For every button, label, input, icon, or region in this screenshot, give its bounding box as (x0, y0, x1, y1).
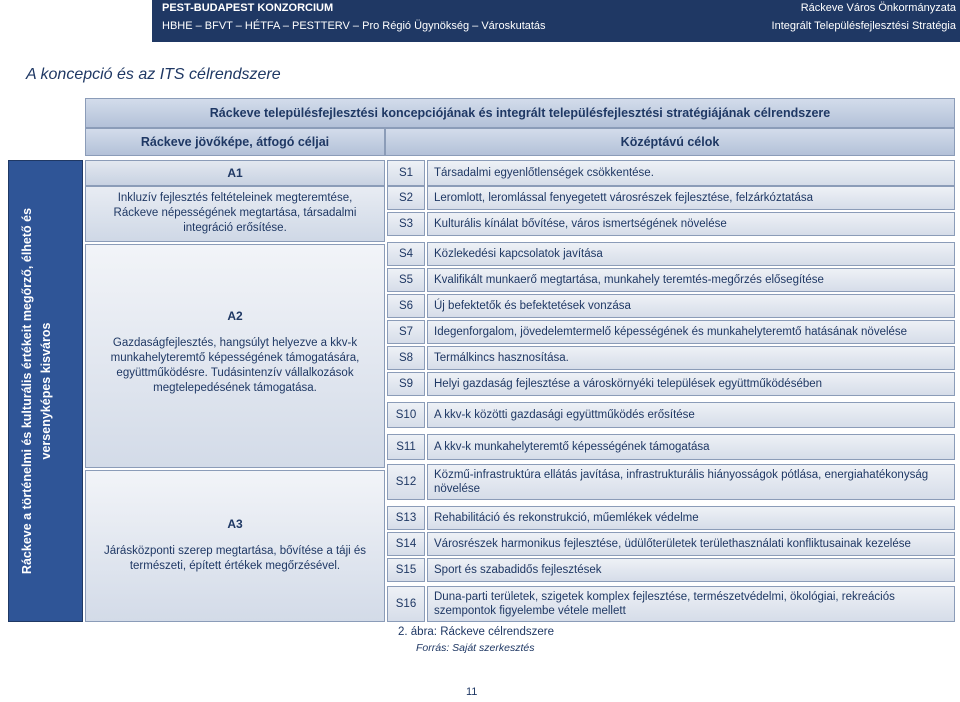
goal-a2-text: Gazdaságfejlesztés, hangsúlyt helyezve a kkv-k munkahelyteremtő képességének támogatására, együttműködésre. Tudásintenzív vállalkozások megtelepedésének támogatása. (110, 337, 360, 394)
strategic-code-s9: S9 (387, 372, 425, 396)
strategic-code-s15: S15 (387, 558, 425, 582)
goal-a2-code: A2 (227, 309, 243, 323)
strategic-code-s6: S6 (387, 294, 425, 318)
strategic-code-s14: S14 (387, 532, 425, 556)
strategic-text-s14: Városrészek harmonikus fejlesztése, üdülőterületek területhasználati konfliktusainak kezelése (427, 532, 955, 556)
strategic-text-s16: Duna-parti területek, szigetek komplex fejlesztése, természetvédelmi, ökológiai, rekreációs szempontok figyelembe vétele mellett (427, 586, 955, 622)
figure-caption: 2. ábra: Ráckeve célrendszere (398, 626, 554, 638)
municipality-name: Ráckeve Város Önkormányzata (800, 2, 956, 14)
strategic-code-s12: S12 (387, 464, 425, 500)
page-number: 11 (466, 686, 478, 698)
strategic-text-s13: Rehabilitáció és rekonstrukció, műemlékek védelme (427, 506, 955, 530)
strategic-text-s6: Új befektetők és befektetések vonzása (427, 294, 955, 318)
goal-a3-text: Járásközponti szerep megtartása, bővítése a táji és természeti, épített értékek megőrzésével. (103, 545, 367, 572)
strategic-text-s5: Kvalifikált munkaerő megtartása, munkahely teremtés-megőrzés elősegítése (427, 268, 955, 292)
strategic-code-s5: S5 (387, 268, 425, 292)
strategic-text-s12: Közmű-infrastruktúra ellátás javítása, infrastrukturális hiányosságok pótlása, energiahatékonyság növelése (427, 464, 955, 500)
strategic-text-s11: A kkv-k munkahelyteremtő képességének támogatása (427, 434, 955, 460)
strategic-text-s8: Termálkincs hasznosítása. (427, 346, 955, 370)
strategic-text-s2: Leromlott, leromlással fenyegetett városrészek fejlesztése, felzárkóztatása (427, 186, 955, 210)
strategic-code-s4: S4 (387, 242, 425, 266)
goal-a3-code: A3 (227, 517, 243, 531)
midterm-column-header: Középtávú célok (385, 128, 955, 156)
strategic-text-s1: Társadalmi egyenlőtlenségek csökkentése. (427, 160, 955, 186)
strategic-text-s7: Idegenforgalom, jövedelemtermelő képességének és munkahelyteremtő hatásának növelése (427, 320, 955, 344)
document-name: Integrált Településfejlesztési Stratégia (771, 20, 956, 32)
strategic-code-s16: S16 (387, 586, 425, 622)
banner-title: Ráckeve településfejlesztési koncepciójának és integrált településfejlesztési stratégiájának célrendszere (85, 98, 955, 128)
partner-list: HBHE – BFVT – HÉTFA – PESTTERV – Pro Régió Ügynökség – Városkutatás (162, 20, 546, 32)
strategic-text-s4: Közlekedési kapcsolatok javítása (427, 242, 955, 266)
goal-a1-text: Inkluzív fejlesztés feltételeinek megteremtése, Ráckeve népességének megtartása, társadalmi integráció erősítése. (85, 186, 385, 242)
vision-text: Ráckeve a történelmi és kulturális értékeit megőrző, élhető és versenyképes kisváros (20, 207, 53, 575)
strategic-code-s7: S7 (387, 320, 425, 344)
strategic-text-s9: Helyi gazdaság fejlesztése a városkörnyéki települések együttműködésében (427, 372, 955, 396)
strategic-code-s2: S2 (387, 186, 425, 210)
vision-column-header: Ráckeve jövőképe, átfogó céljai (85, 128, 385, 156)
strategic-code-s11: S11 (387, 434, 425, 460)
strategic-code-s1: S1 (387, 160, 425, 186)
consortium-name: PEST-BUDAPEST KONZORCIUM (162, 2, 334, 14)
goal-a3-box (85, 470, 385, 622)
figure-source: Forrás: Saját szerkesztés (416, 642, 535, 654)
strategic-code-s13: S13 (387, 506, 425, 530)
goal-a2-box (85, 244, 385, 468)
strategic-text-s10: A kkv-k közötti gazdasági együttműködés erősítése (427, 402, 955, 428)
strategic-text-s3: Kulturális kínálat bővítése, város ismertségének növelése (427, 212, 955, 236)
strategic-code-s3: S3 (387, 212, 425, 236)
section-title: A koncepció és az ITS célrendszere (26, 66, 281, 83)
page-header (152, 0, 960, 42)
strategic-code-s10: S10 (387, 402, 425, 428)
strategic-code-s8: S8 (387, 346, 425, 370)
goal-a1-code: A1 (85, 160, 385, 186)
strategic-text-s15: Sport és szabadidős fejlesztések (427, 558, 955, 582)
